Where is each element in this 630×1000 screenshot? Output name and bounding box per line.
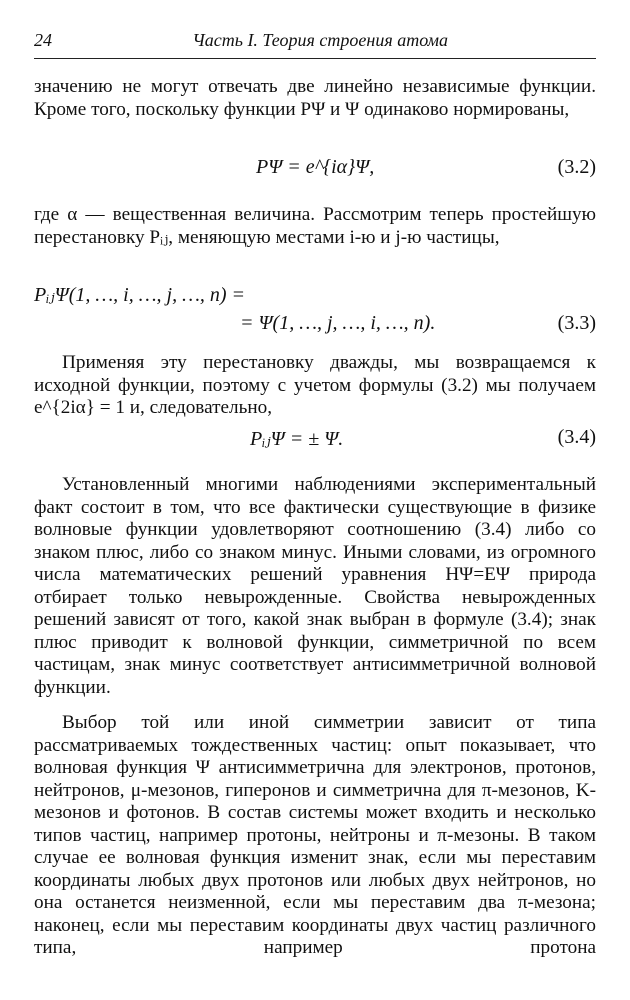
paragraph <box>34 352 596 420</box>
paragraph-text: Установленный многими наблюдениями экспериментальный факт состоит в том, что все фактически существующие в физике волновые функции удовлетворяют соотношению (3.4) либо со знаком плюс, либо со знаком минус. Иными словами, из огромного числа математических решений уравнения HΨ=EΨ природа отбирает только невырожденные. Свойства невырожденных решений зависят от того, какой знак выбран в формуле (3.4); знак плюс приводит к волновой функции, симметричной по всем частицам, знак минус соответствует антисимметричной волновой функции. <box>34 474 596 698</box>
equation-number: (3.3) <box>557 312 596 334</box>
equation-3-4 <box>34 426 596 452</box>
running-title: Часть I. Теория строения атома <box>192 30 448 50</box>
equation-3-3-line-1 <box>34 282 596 308</box>
equation-3-3-line-2 <box>34 312 596 338</box>
equation-expression: PᵢⱼΨ(1, …, i, …, j, …, n) = <box>34 284 246 306</box>
header-rule <box>34 58 596 59</box>
equation-expression: PΨ = e^{iα}Ψ, <box>256 156 375 178</box>
equation-expression: PᵢⱼΨ = ± Ψ. <box>250 428 344 450</box>
paragraph-text: Выбор той или иной симметрии зависит от типа рассматриваемых тождественных частиц: опыт показывает, что волновая функция Ψ антисимметрична для электронов, протонов, нейтронов, μ-мезонов, гиперонов и симметрична для π-мезонов, K-мезонов и фотонов. В состав системы может входить и несколько типов частиц, например протоны, нейтроны и π-мезоны. В таком случае ее волновая функция изменит знак, если мы переставим координаты любых двух протонов или любых двух нейтронов, но она останется неизменной, если мы переставим два π-мезона; наконец, если мы переставим координаты двух частиц различного типа, например протона <box>34 712 596 958</box>
paragraph <box>34 76 596 121</box>
paragraph <box>34 474 596 699</box>
equation-expression: = Ψ(1, …, j, …, i, …, n). <box>240 312 436 334</box>
paragraph-text: Применяя эту перестановку дважды, мы возвращаемся к исходной функции, поэтому с учетом формулы (3.2) мы получаем e^{2iα} = 1 и, следовательно, <box>34 352 596 418</box>
page-number: 24 <box>34 30 52 50</box>
equation-number: (3.4) <box>557 426 596 448</box>
paragraph-text: значению не могут отвечать две линейно независимые функции. Кроме того, поскольку функции PΨ и Ψ одинаково нормированы, <box>34 76 596 120</box>
paragraph <box>34 712 596 960</box>
paragraph <box>34 204 596 249</box>
page-header <box>34 30 596 60</box>
equation-number: (3.2) <box>557 156 596 178</box>
equation-3-2 <box>34 156 596 182</box>
paragraph-text: где α — вещественная величина. Рассмотрим теперь простейшую перестановку Pᵢⱼ, меняющую местами i-ю и j-ю частицы, <box>34 204 596 248</box>
